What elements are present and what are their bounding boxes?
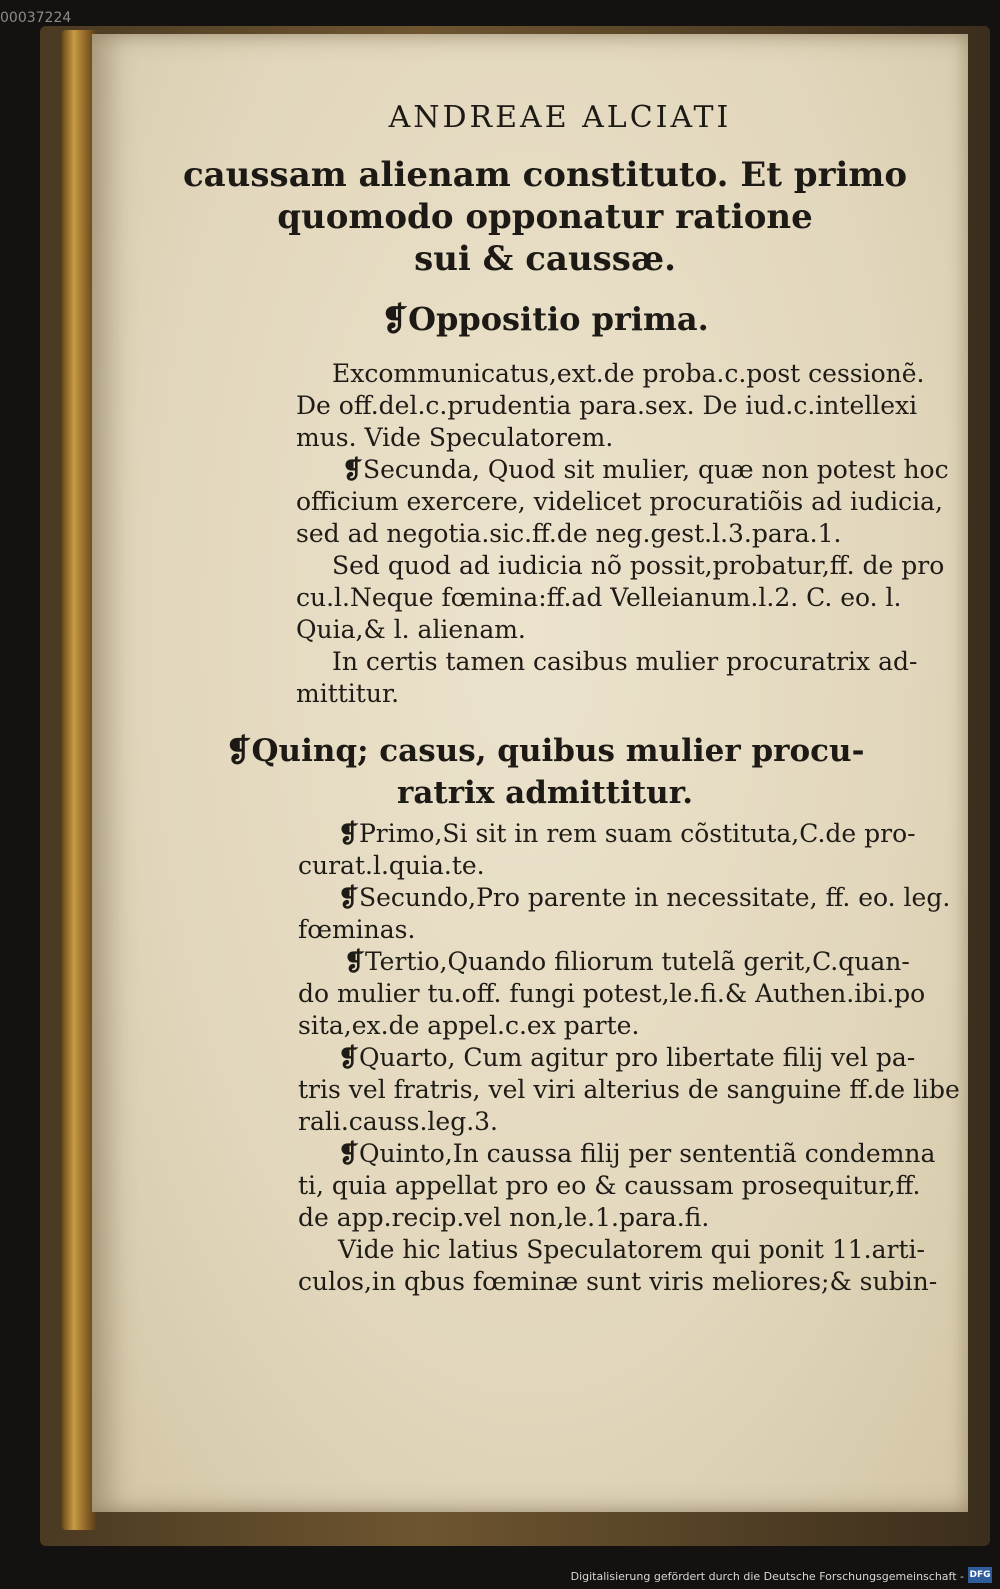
text-line: officium exercere, videlicet procuratiõis ad iudicia, <box>296 487 943 516</box>
text-line: do mulier tu.off. fungi potest,le.fi.& Authen.ibi.po <box>298 979 926 1008</box>
heading-text: Quinq; casus, quibus mulier procu- <box>251 733 865 769</box>
pilcrow-icon: ❡ <box>381 300 409 338</box>
text-line: ti, quia appellat pro eo & caussam prosequitur,ff. <box>298 1171 921 1200</box>
text-line: tris vel fratris, vel viri alterius de sanguine ff.de libe <box>298 1075 960 1104</box>
text-line: De off.del.c.prudentia para.sex. De iud.c.intellexi <box>296 391 918 420</box>
dfg-logo: DFG <box>968 1567 992 1583</box>
text-line: sed ad negotia.sic.ff.de neg.gest.l.3.para.1. <box>296 519 842 548</box>
text-line: sita,ex.de appel.c.ex parte. <box>298 1011 640 1040</box>
pilcrow-icon: ❡ <box>225 733 252 769</box>
chapter-title <box>92 154 968 280</box>
line-text: Secundo,Pro parente in necessitate, ff. eo. leg. <box>358 883 951 912</box>
line-text: Quarto, Cum agitur pro libertate filij vel pa- <box>358 1043 916 1072</box>
title-line: caussam alienam constituto. Et primo <box>182 155 908 195</box>
text-line: mus. Vide Speculatorem. <box>296 423 614 452</box>
section-heading-2 <box>92 730 968 814</box>
text-line <box>338 1042 915 1074</box>
text-line <box>338 818 916 850</box>
line-text: Secunda, Quod sit mulier, quæ non potest hoc <box>362 455 949 484</box>
running-head: ANDREAE ALCIATI <box>388 100 732 135</box>
text-line: cu.l.Neque fœmina:ff.ad Velleianum.l.2. C. eo. l. <box>296 583 902 612</box>
text-line: Sed quod ad iudicia nõ possit,probatur,ff. de pro <box>332 551 945 580</box>
section-heading-1 <box>92 300 968 338</box>
text-line: de app.recip.vel non,le.1.para.fi. <box>298 1203 710 1232</box>
line-text: Tertio,Quando filiorum tutelã gerit,C.quan- <box>364 947 910 976</box>
line-text: Primo,Si sit in rem suam cõstituta,C.de pro- <box>358 819 916 848</box>
text-line: Vide hic latius Speculatorem qui ponit 11.arti- <box>338 1235 925 1264</box>
line-text: Quinto,In caussa filij per sententiã condemna <box>358 1139 936 1168</box>
pilcrow-icon: ❡ <box>342 455 363 484</box>
footer-credit: Digitalisierung gefördert durch die Deutsche Forschungsgemeinschaft - <box>570 1570 964 1583</box>
text-line <box>344 946 910 978</box>
text-line: curat.l.quia.te. <box>298 851 485 880</box>
title-line: quomodo opponatur ratione <box>277 197 813 237</box>
heading-line <box>122 730 968 772</box>
scan-id-label: 00037224 <box>0 10 72 26</box>
book-page <box>92 34 968 1512</box>
pilcrow-icon: ❡ <box>338 883 359 912</box>
text-line: Quia,& l. alienam. <box>296 615 526 644</box>
pilcrow-icon: ❡ <box>338 1043 359 1072</box>
text-line <box>338 1138 935 1170</box>
text-line <box>338 882 950 914</box>
gilt-page-edge <box>62 30 96 1530</box>
text-line: mittitur. <box>296 679 400 708</box>
text-line: In certis tamen casibus mulier procuratrix ad- <box>332 647 918 676</box>
heading-line: ratrix admittitur. <box>396 775 693 811</box>
title-line: sui & caussæ. <box>414 239 676 279</box>
text-line <box>342 454 949 486</box>
pilcrow-icon: ❡ <box>344 947 365 976</box>
pilcrow-icon: ❡ <box>338 819 359 848</box>
heading-text: Oppositio prima. <box>408 300 709 338</box>
text-line: Excommunicatus,ext.de proba.c.post cessionẽ. <box>332 359 925 388</box>
text-line: culos,in qbus fœminæ sunt viris meliores;& subin- <box>298 1267 938 1296</box>
pilcrow-icon: ❡ <box>338 1139 359 1168</box>
text-line: rali.causs.leg.3. <box>298 1107 498 1136</box>
text-line: fœminas. <box>298 915 416 944</box>
